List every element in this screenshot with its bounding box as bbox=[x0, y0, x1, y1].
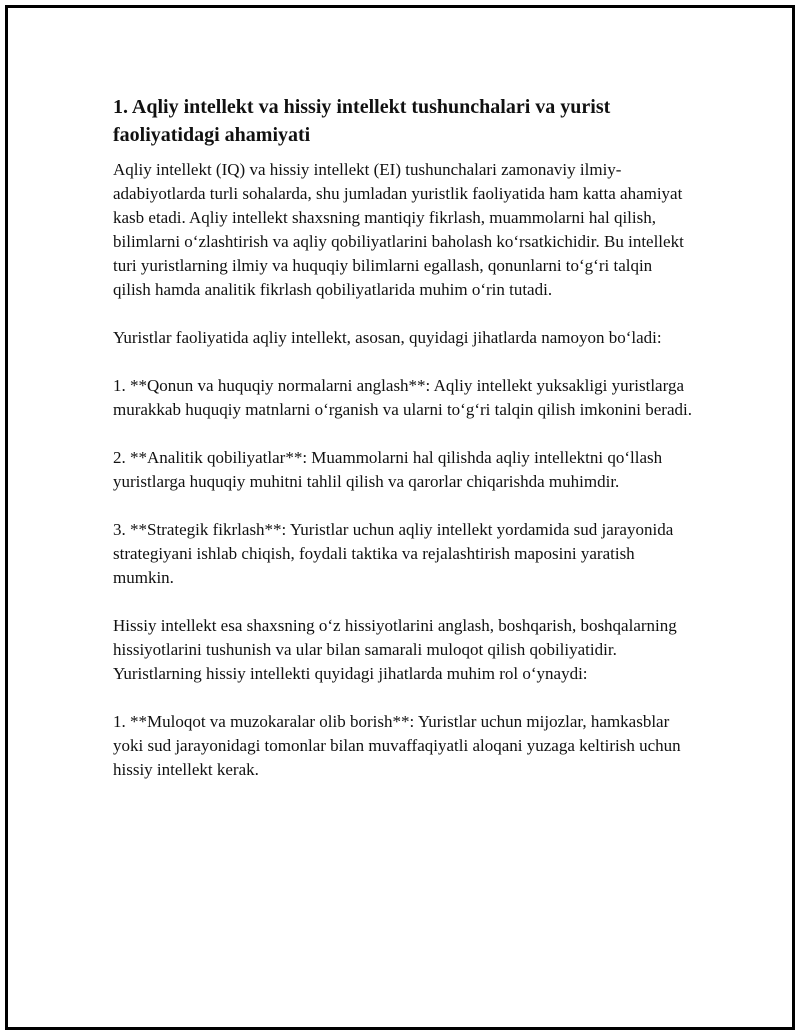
paragraph-ei-definition: Hissiy intellekt esa shaxsning o‘z hissiyotlarini anglash, boshqarish, boshqalarning hissiyotlarini tushunish va ular bilan samarali muloqot qilish qobiliyatidir. Yuristlarning hissiy intellekti quyidagi jihatlarda muhim rol o‘ynaydi: bbox=[113, 616, 677, 683]
list-item-iq-1: 1. **Qonun va huquqiy normalarni anglash**: Aqliy intellekt yuksakligi yuristlarga murakkab huquqiy matnlarni o‘rganish va ularni to‘g‘ri talqin qilish imkonini beradi. bbox=[113, 376, 692, 419]
paragraph-intro: Aqliy intellekt (IQ) va hissiy intellekt (EI) tushunchalari zamonaviy ilmiy-adabiyotlarda turli sohalarda, shu jumladan yuristlik faoliyatida ham katta ahamiyat kasb etadi. Aqliy intellekt shaxsning mantiqiy fikrlash, muammolarni hal qilish, bilimlarni o‘zlashtirish va aqliy qobiliyatlarini baholash ko‘rsatkichidir. Bu intellekt turi yuristlarning ilmiy va huquqiy bilimlarni egallash, qonunlarni to‘g‘ri talqin qilish hamda analitik fikrlash qobiliyatlarida muhim o‘rin tutadi. bbox=[113, 160, 684, 299]
list-item-ei-1: 1. **Muloqot va muzokaralar olib borish**: Yuristlar uchun mijozlar, hamkasblar yoki sud jarayonidagi tomonlar bilan muvaffaqiyatli aloqani yuzaga keltirish uchun hissiy intellekt kerak. bbox=[113, 712, 681, 779]
list-item-iq-3: 3. **Strategik fikrlash**: Yuristlar uchun aqliy intellekt yordamida sud jarayonida strategiyani ishlab chiqish, foydali taktika va rejalashtirish maposini yaratish mumkin. bbox=[113, 520, 674, 587]
section-heading: 1. Aqliy intellekt va hissiy intellekt tushunchalari va yurist faoliyatidagi ahamiyati bbox=[113, 96, 611, 146]
document-body bbox=[113, 93, 693, 782]
paragraph-iq-aspects-lead: Yuristlar faoliyatida aqliy intellekt, asosan, quyidagi jihatlarda namoyon bo‘ladi: bbox=[113, 328, 662, 347]
list-item-iq-2: 2. **Analitik qobiliyatlar**: Muammolarni hal qilishda aqliy intellektni qo‘llash yuristlarga huquqiy muhitni tahlil qilish va qarorlar chiqarishda muhimdir. bbox=[113, 448, 663, 491]
